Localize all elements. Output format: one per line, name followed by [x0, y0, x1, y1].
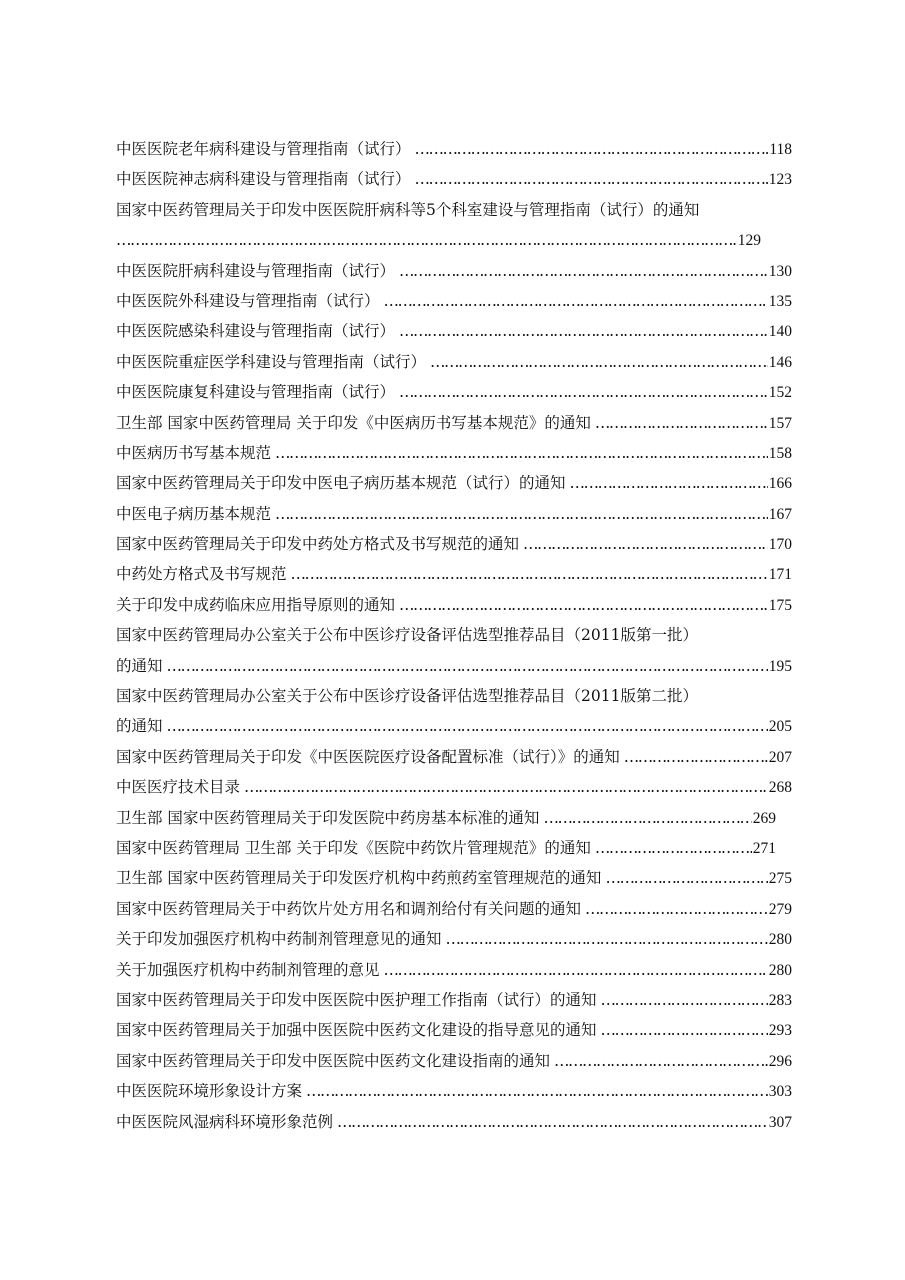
toc-dot-leader: [605, 863, 767, 893]
toc-dot-leader: [624, 742, 768, 772]
toc-entry[interactable]: [116, 833, 776, 863]
toc-entry-page: 171: [768, 566, 792, 584]
toc-entry[interactable]: [116, 924, 792, 954]
toc-entry-title: 中医医疗技术目录: [116, 778, 241, 797]
toc-entry-title: 中医医院外科建设与管理指南（试行）: [116, 291, 380, 310]
toc-dot-leader: [570, 468, 768, 498]
toc-entry-title: 中医电子病历基本规范: [116, 504, 272, 523]
toc-dot-leader: [601, 985, 768, 1015]
toc-entry-page: 130: [768, 262, 792, 280]
toc-entry[interactable]: [116, 408, 792, 438]
toc-entry-page: 207: [768, 748, 792, 766]
toc-entry-title: 国家中医药管理局关于加强中医医院中医药文化建设的指导意见的通知: [116, 1021, 597, 1040]
toc-entry[interactable]: [116, 620, 792, 650]
toc-dot-leader: [415, 134, 769, 164]
toc-entry[interactable]: [116, 529, 792, 559]
toc-dot-leader: [430, 347, 768, 377]
toc-entry-title: 中医医院重症医学科建设与管理指南（试行）: [116, 352, 427, 371]
toc-entry-page: 275: [768, 870, 792, 888]
toc-entry-page: 140: [768, 323, 792, 341]
toc-dot-leader: [399, 377, 768, 407]
toc-entry[interactable]: [116, 985, 792, 1015]
toc-dot-leader: [543, 803, 751, 833]
toc-entry[interactable]: [116, 468, 792, 498]
toc-entry-title: 关于印发中成药临床应用指导原则的通知: [116, 595, 396, 614]
toc-entry-page: 129: [737, 232, 761, 250]
toc-entry-page: 152: [768, 384, 792, 402]
toc-entry[interactable]: [116, 134, 792, 164]
toc-entry-title: 中医医院康复科建设与管理指南（试行）: [116, 383, 396, 402]
toc-entry-title: 中医病历书写基本规范: [116, 443, 272, 462]
toc-entry[interactable]: [116, 286, 792, 316]
toc-entry[interactable]: [116, 499, 792, 529]
table-of-contents: [116, 134, 792, 1137]
toc-entry-title: 中医医院老年病科建设与管理指南（试行）: [116, 140, 411, 158]
toc-entry[interactable]: [116, 559, 792, 589]
toc-entry-page: 167: [768, 505, 792, 523]
toc-entry-title: 卫生部 国家中医药管理局 关于印发《中医病历书写基本规范》的通知: [116, 413, 591, 432]
toc-entry-title: 国家中医药管理局办公室关于公布中医诊疗设备评估选型推荐品目（2011版第二批）: [116, 687, 698, 706]
toc-dot-leader: [399, 316, 768, 346]
toc-entry[interactable]: [116, 863, 792, 893]
toc-entry-page: 307: [768, 1113, 792, 1131]
toc-dot-leader: [306, 1076, 768, 1106]
toc-entry-continuation[interactable]: [116, 225, 761, 255]
toc-entry[interactable]: [116, 803, 776, 833]
toc-entry-page: 118: [769, 141, 792, 158]
toc-entry-page: 175: [768, 596, 792, 614]
toc-dot-leader: [523, 529, 768, 559]
toc-entry[interactable]: [116, 1107, 792, 1137]
toc-entry-page: 123: [768, 171, 792, 189]
toc-dot-leader: [167, 651, 768, 681]
toc-entry-title: 中药处方格式及书写规范: [116, 565, 287, 584]
toc-entry-title: 国家中医药管理局关于印发中医电子病历基本规范（试行）的通知: [116, 474, 566, 493]
toc-entry-title: 国家中医药管理局关于印发中医医院中医护理工作指南（试行）的通知: [116, 990, 597, 1009]
toc-entry[interactable]: [116, 316, 792, 346]
toc-entry-title: 国家中医药管理局关于印发《中医医院医疗设备配置标准（试行）》的通知: [116, 747, 620, 766]
toc-entry[interactable]: [116, 742, 792, 772]
toc-entry-page: 280: [768, 961, 792, 979]
toc-dot-leader: [595, 408, 768, 438]
toc-entry-page: 166: [768, 475, 792, 493]
toc-entry-title: 关于加强医疗机构中药制剂管理的意见: [116, 960, 380, 979]
toc-entry-title: 中医医院感染科建设与管理指南（试行）: [116, 322, 396, 341]
toc-dot-leader: [275, 438, 768, 468]
toc-entry-page: 205: [768, 718, 792, 736]
toc-dot-leader: [337, 1107, 768, 1137]
toc-dot-leader: [415, 164, 768, 194]
toc-dot-leader: [244, 772, 768, 802]
toc-dot-leader: [116, 225, 737, 255]
toc-dot-leader: [595, 833, 752, 863]
toc-entry-continuation[interactable]: [116, 651, 792, 681]
toc-entry-title: 国家中医药管理局关于印发中医医院肝病科等5个科室建设与管理指南（试行）的通知: [116, 200, 700, 219]
toc-entry[interactable]: [116, 1015, 792, 1045]
toc-entry-page: 271: [752, 839, 776, 857]
toc-entry[interactable]: [116, 377, 792, 407]
toc-dot-leader: [275, 499, 768, 529]
toc-entry-title-continuation: 的通知: [116, 717, 163, 736]
toc-entry-page: 279: [768, 900, 792, 918]
toc-entry[interactable]: [116, 1076, 792, 1106]
toc-entry[interactable]: [116, 772, 792, 802]
toc-entry[interactable]: [116, 955, 792, 985]
toc-dot-leader: [167, 711, 768, 741]
toc-entry-title: 国家中医药管理局 卫生部 关于印发《医院中药饮片管理规范》的通知: [116, 838, 591, 857]
toc-dot-leader: [399, 590, 768, 620]
toc-entry[interactable]: [116, 195, 792, 225]
toc-entry-title: 中医医院神志病科建设与管理指南（试行）: [116, 170, 411, 189]
toc-entry-title: 国家中医药管理局关于印发中医医院中医药文化建设指南的通知: [116, 1051, 551, 1070]
toc-entry-page: 269: [752, 809, 776, 827]
toc-entry[interactable]: [116, 681, 792, 711]
toc-entry-page: 303: [768, 1083, 792, 1101]
toc-entry-title: 中医医院风湿病科环境形象范例: [116, 1112, 334, 1131]
toc-entry[interactable]: [116, 894, 792, 924]
toc-entry[interactable]: [116, 164, 792, 194]
toc-entry-page: 296: [768, 1052, 792, 1070]
toc-entry-page: 146: [768, 353, 792, 371]
toc-entry-title: 中医医院肝病科建设与管理指南（试行）: [116, 261, 396, 280]
toc-entry-title: 国家中医药管理局关于印发中药处方格式及书写规范的通知: [116, 535, 520, 554]
toc-dot-leader: [384, 286, 768, 316]
toc-dot-leader: [384, 955, 768, 985]
toc-entry-page: 268: [768, 779, 792, 797]
toc-entry-page: 135: [768, 292, 792, 310]
toc-dot-leader: [399, 256, 768, 286]
toc-entry-title-continuation: 的通知: [116, 656, 163, 675]
toc-entry-page: 280: [768, 931, 792, 949]
toc-entry-continuation[interactable]: [116, 711, 792, 741]
toc-entry[interactable]: [116, 1046, 792, 1076]
toc-entry-title: 关于印发加强医疗机构中药制剂管理意见的通知: [116, 930, 442, 949]
toc-entry-page: 283: [768, 991, 792, 1009]
toc-entry-title: 卫生部 国家中医药管理局关于印发医院中药房基本标准的通知: [116, 808, 540, 827]
toc-entry-page: 157: [768, 414, 792, 432]
toc-entry-title: 中医医院环境形象设计方案: [116, 1082, 303, 1101]
toc-entry-title: 国家中医药管理局办公室关于公布中医诊疗设备评估选型推荐品目（2011版第一批）: [116, 626, 698, 645]
toc-entry-title: 国家中医药管理局关于中药饮片处方用名和调剂给付有关问题的通知: [116, 899, 582, 918]
toc-dot-leader: [601, 1015, 768, 1045]
toc-entry[interactable]: [116, 438, 792, 468]
toc-entry[interactable]: [116, 590, 792, 620]
toc-entry[interactable]: [116, 256, 792, 286]
toc-entry[interactable]: [116, 347, 792, 377]
toc-entry-page: 195: [768, 657, 792, 675]
toc-entry-page: 158: [768, 444, 792, 462]
toc-entry-page: 170: [768, 536, 792, 554]
toc-dot-leader: [446, 924, 768, 954]
toc-dot-leader: [554, 1046, 768, 1076]
toc-entry-page: 293: [768, 1022, 792, 1040]
toc-dot-leader: [291, 559, 768, 589]
toc-entry-title: 卫生部 国家中医药管理局关于印发医疗机构中药煎药室管理规范的通知: [116, 869, 602, 888]
toc-dot-leader: [585, 894, 768, 924]
